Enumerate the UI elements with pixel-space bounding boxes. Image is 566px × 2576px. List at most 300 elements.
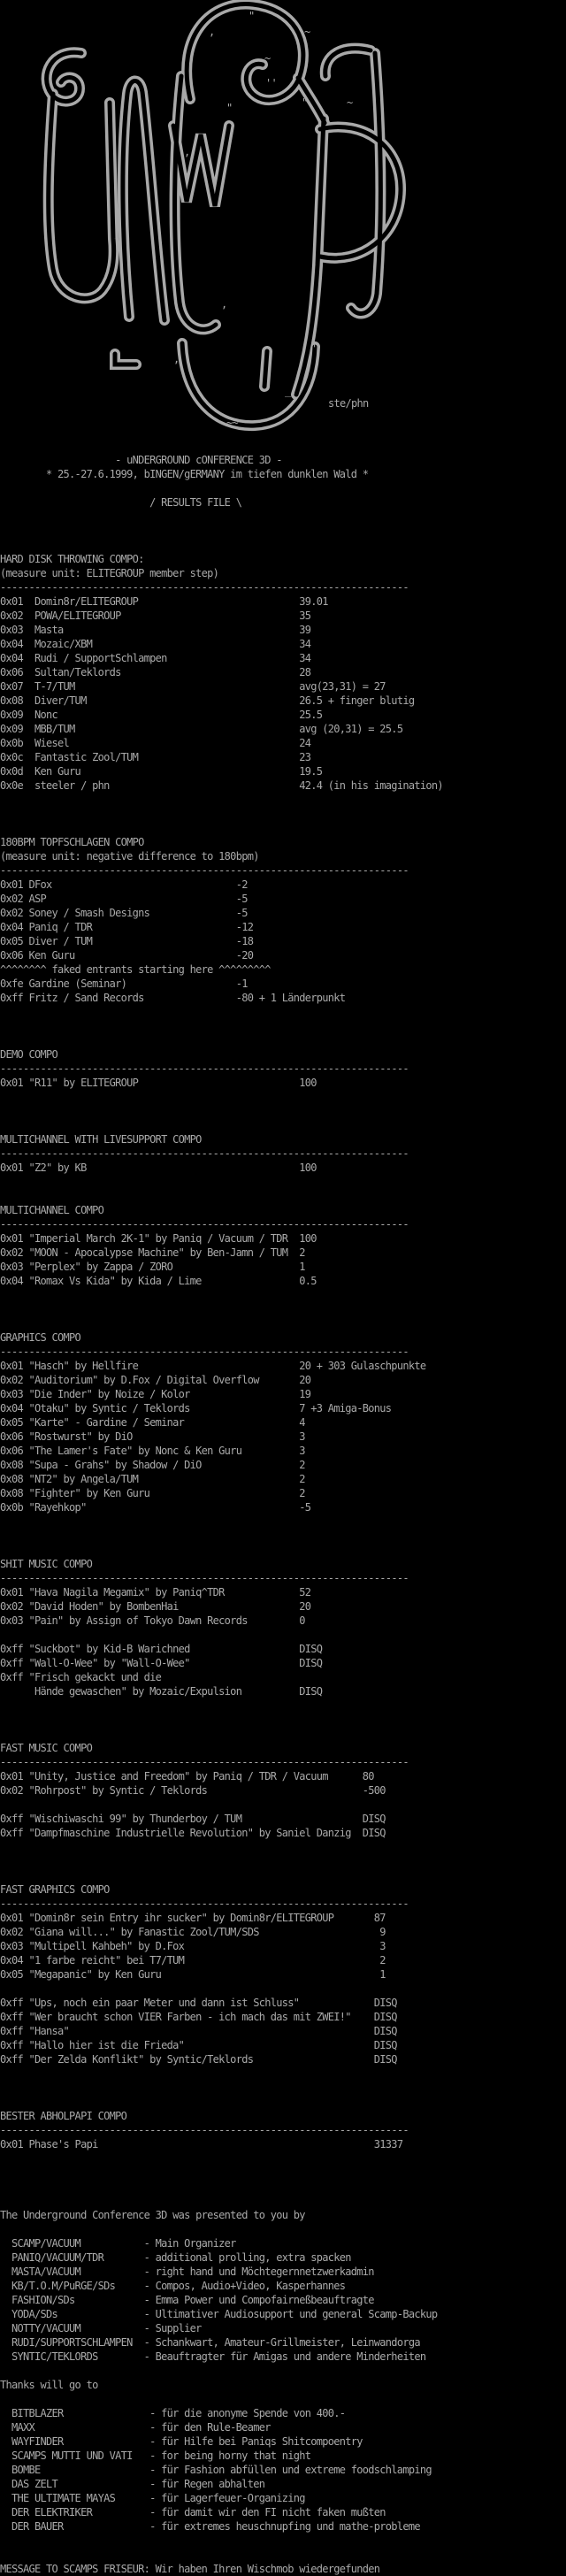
result-row [0, 1684, 566, 1698]
section-separator: ----------------------------------------------------------------------- [0, 1756, 409, 1768]
section-title: GRAPHICS COMPO [0, 1331, 81, 1344]
entry-score: 2 [299, 1459, 305, 1471]
entry-text: 0x05 Diver / TUM [0, 935, 93, 947]
section-separator: ----------------------------------------------------------------------- [0, 1572, 409, 1584]
entry-score: 20 + 303 Gulaschpunkte [299, 1360, 426, 1372]
entry-text: 0x03 "Pain" by Assign of Tokyo Dawn Records [0, 1614, 248, 1627]
entry-text: RUDI/SUPPORTSCHLAMPEN [0, 2336, 133, 2349]
entry-score: 100 [299, 1232, 317, 1245]
uc3d-logo-art [0, 0, 566, 453]
entry-text: 0x08 "NT2" by Angela/TUM [0, 1473, 139, 1485]
entry-text: 0x01 DFox [0, 878, 52, 891]
entry-text: MASTA/VACUUM [0, 2266, 81, 2278]
entry-text: MAXX [0, 2421, 35, 2434]
section-separator: ----------------------------------------------------------------------- [0, 1898, 409, 1910]
result-row [0, 623, 566, 637]
entry-score: - für die anonyme Spende von 400.- [149, 2407, 346, 2419]
blank-line [0, 793, 566, 807]
blank-line [0, 1543, 566, 1557]
blank-line [0, 1854, 566, 1868]
blank-line [0, 2180, 566, 2194]
result-row [0, 906, 566, 920]
results-body [0, 510, 566, 2576]
entry-score: DISQ [373, 2025, 397, 2037]
thanks-row [0, 2491, 566, 2505]
entry-score: -5 [299, 1501, 311, 1514]
section-title: HARD DISK THROWING COMPO: [0, 553, 144, 565]
logo-sparkle: ~ [264, 52, 271, 65]
entry-score: -80 + 1 Länderpunkt [235, 992, 346, 1004]
entry-text: 0x01 Domin8r/ELITEGROUP [0, 595, 139, 608]
section-title: FAST MUSIC COMPO [0, 1742, 93, 1754]
entry-text: 0x04 Rudi / SupportSchlampen [0, 652, 167, 664]
result-row [0, 1076, 566, 1090]
entry-text: 0x02 "Giana will..." by Fanastic Zool/TUM/SDS [0, 1926, 259, 1938]
section-separator: ----------------------------------------------------------------------- [0, 1346, 409, 1358]
entry-text: 0xfe Gardine (Seminar) [0, 978, 127, 990]
section-title: MULTICHANNEL WITH LIVESUPPORT COMPO [0, 1133, 202, 1146]
result-row [0, 1769, 566, 1783]
entry-text: 0x07 T-7/TUM [0, 680, 75, 693]
page-title: - uNDERGROUND cONFERENCE 3D - [0, 454, 282, 466]
page-subtitle: * 25.-27.6.1999, bINGEN/gERMANY im tiefen dunklen Wald * [0, 468, 369, 480]
entry-text: 0x02 ASP [0, 893, 47, 905]
entry-score: 7 +3 Amiga-Bonus [299, 1402, 392, 1414]
entry-score: -20 [235, 949, 254, 962]
result-row [0, 948, 566, 962]
result-row [0, 2137, 566, 2151]
result-row [0, 1599, 566, 1614]
entry-text: 0x06 "Rostwurst" by DiO [0, 1430, 133, 1443]
entry-text: 0x0b Wiesel [0, 737, 70, 749]
entry-score: 80 [362, 1770, 374, 1782]
entry-score: 2 [299, 1473, 305, 1485]
results-file-label: / RESULTS FILE \ [0, 496, 242, 509]
entry-score: - Emma Power und Compofairneßbeauftragte [143, 2294, 374, 2306]
result-row [0, 679, 566, 694]
entry-score: 3 [299, 1445, 305, 1457]
blank-line [0, 821, 566, 835]
entry-score: 4 [299, 1416, 305, 1429]
entry-score: - für damit wir den FI nicht faken mußten [149, 2506, 386, 2518]
entry-score: 0.5 [299, 1275, 317, 1287]
entry-score: 2 [299, 1487, 305, 1499]
result-row [0, 962, 566, 977]
logo-sparkle: , [184, 146, 190, 158]
entry-score: 24 [299, 737, 311, 749]
blank-line [0, 807, 566, 821]
blank-line [0, 524, 566, 538]
entry-text: PANIQ/VACUUM/TDR [0, 2251, 104, 2264]
entry-text: 0xff "Der Zelda Konflikt" by Syntic/Teklords [0, 2053, 254, 2066]
entry-text: 0x06 "The Lamer's Fate" by Nonc & Ken Guru [0, 1445, 242, 1457]
result-row [0, 1444, 566, 1458]
entry-score: 26.5 + finger blutig [299, 694, 415, 707]
entry-text: 0x0e steeler / phn [0, 779, 110, 792]
result-row [0, 1161, 566, 1175]
result-row [0, 878, 566, 892]
entry-text: DAS ZELT [0, 2478, 58, 2490]
result-row [0, 1274, 566, 1288]
section-subtitle: (measure unit: negative difference to 180bpm) [0, 850, 259, 862]
result-row [0, 1415, 566, 1430]
entry-text: 0x05 "Karte" - Gardine / Seminar [0, 1416, 185, 1429]
entry-text: 0x01 "Unity, Justice and Freedom" by Paniq / TDR / Vacuum [0, 1770, 328, 1782]
blank-line [0, 1118, 566, 1132]
entry-score: - für Lagerfeuer-Organizing [149, 2492, 305, 2504]
result-row [0, 920, 566, 934]
entry-text: FASHION/SDs [0, 2294, 75, 2306]
presented-intro: The Underground Conference 3D was presented to you by [0, 2209, 305, 2221]
entry-text: 0x06 Sultan/Teklords [0, 666, 121, 678]
logo-sparkle: , [173, 353, 180, 365]
blank-line [0, 2392, 566, 2406]
entry-score: DISQ [373, 2039, 397, 2051]
blank-line [0, 1628, 566, 1642]
result-row [0, 1585, 566, 1599]
result-row [0, 609, 566, 623]
entry-score: 3 [299, 1430, 305, 1443]
blank-line [0, 1798, 566, 1812]
entry-score: 25.5 [299, 709, 323, 721]
entry-score: - für extremes heuschnupfing und mathe-probleme [149, 2520, 420, 2533]
entry-score: -2 [235, 878, 248, 891]
result-row [0, 934, 566, 948]
entry-score: 2 [373, 1954, 386, 1966]
entry-score: - Schankwart, Amateur-Grillmeister, Leinwandorga [143, 2336, 420, 2349]
logo-sparkle: , [221, 298, 227, 310]
entry-score: - Compos, Audio+Video, Kasperhannes [143, 2280, 346, 2292]
section-separator: ----------------------------------------------------------------------- [0, 1147, 409, 1160]
section-title: FAST GRAPHICS COMPO [0, 1883, 110, 1896]
entry-score: 34 [299, 652, 311, 664]
result-row [0, 1387, 566, 1401]
entry-text: Hände gewaschen" by Mozaic/Expulsion [0, 1685, 242, 1698]
blank-line [0, 1189, 566, 1203]
thanks-row [0, 2519, 566, 2534]
entry-text: ^^^^^^^^ faked entrants starting here ^^^^^^^^^ [0, 963, 271, 976]
result-row [0, 1996, 566, 2010]
entry-text: BOMBE [0, 2464, 41, 2476]
blank-line [0, 2548, 566, 2562]
entry-text: 0x02 "MOON - Apocalypse Machine" by Ben-Jamn / TUM [0, 1246, 288, 1259]
entry-text: 0xff "Wer braucht schon VIER Farben - ich mach das mit ZWEI!" [0, 2011, 351, 2023]
entry-text: 0xff "Dampfmaschine Industrielle Revolution" by Saniel Danzig [0, 1827, 351, 1839]
blank-line [0, 1175, 566, 1189]
entry-score: -5 [235, 893, 248, 905]
entry-score: 20 [299, 1374, 311, 1386]
entry-score: -500 [362, 1784, 386, 1797]
entry-text: 0x02 POWA/ELITEGROUP [0, 610, 121, 622]
result-row [0, 991, 566, 1005]
entry-text: 0x01 "Imperial March 2K-1" by Paniq / Vacuum / TDR [0, 1232, 288, 1245]
logo-sparkle: ~ [304, 26, 310, 38]
blank-line [0, 1529, 566, 1543]
result-row [0, 1359, 566, 1373]
entry-text: 0xff "Hansa" [0, 2025, 70, 2037]
entry-text: 0x02 "Rohrpost" by Syntic / Teklords [0, 1784, 208, 1797]
blank-line [0, 1090, 566, 1104]
entry-text: 0x03 "Multipell Kahbeh" by D.Fox [0, 1940, 185, 1952]
entry-score: DISQ [362, 1827, 386, 1839]
result-row [0, 637, 566, 651]
entry-score: DISQ [362, 1813, 386, 1825]
entry-score: avg(23,31) = 27 [299, 680, 386, 693]
entry-score: 3 [373, 1940, 386, 1952]
entry-text: DER BAUER [0, 2520, 64, 2533]
entry-score: DISQ [373, 1997, 397, 2009]
credit-row [0, 2265, 566, 2279]
entry-score: - Beauftragter für Amigas und andere Minderheiten [143, 2350, 426, 2363]
result-row [0, 694, 566, 708]
result-row [0, 665, 566, 679]
entry-text: 0x02 "Auditorium" by D.Fox / Digital Overflow [0, 1374, 259, 1386]
result-row [0, 1260, 566, 1274]
entry-score: -18 [235, 935, 254, 947]
entry-score: 42.4 (in his imagination) [299, 779, 443, 792]
entry-score: DISQ [373, 2011, 397, 2023]
result-row [0, 977, 566, 991]
blank-line [0, 1868, 566, 1882]
logo-signature: ste/phn [328, 397, 369, 410]
result-row [0, 892, 566, 906]
result-row [0, 594, 566, 609]
entry-text: 0x04 "Otaku" by Syntic / Teklords [0, 1402, 190, 1414]
entry-text: 0x0d Ken Guru [0, 765, 81, 778]
section-title: SHIT MUSIC COMPO [0, 1558, 93, 1570]
entry-text: 0xff "Hallo hier ist die Frieda" [0, 2039, 185, 2051]
blank-line [0, 1302, 566, 1316]
blank-line [0, 1840, 566, 1854]
entry-score: 1 [373, 1968, 386, 1981]
entry-text: 0xff "Wall-O-Wee" by "Wall-O-Wee" [0, 1657, 190, 1669]
blank-line [0, 1033, 566, 1047]
result-row [0, 708, 566, 722]
credit-row [0, 2335, 566, 2350]
result-row [0, 1939, 566, 1953]
entry-text: 0x01 "Domin8r sein Entry ihr sucker" by Domin8r/ELITEGROUP [0, 1912, 334, 1924]
entry-score: 31337 [373, 2138, 403, 2150]
logo-sparkle: " [226, 102, 233, 114]
result-row [0, 1430, 566, 1444]
entry-text: 0x08 Diver/TUM [0, 694, 87, 707]
result-row [0, 1401, 566, 1415]
logo-sparkle: ' [311, 342, 317, 355]
entry-text: 0xff "Frisch gekackt und die [0, 1671, 162, 1683]
entry-text: 0x01 "Hasch" by Hellfire [0, 1360, 139, 1372]
logo-sparkle: " [302, 96, 308, 109]
entry-text: 0xff "Suckbot" by Kid-B Warichned [0, 1643, 190, 1655]
thanks-row [0, 2505, 566, 2519]
entry-score: 34 [299, 638, 311, 650]
entry-text: 0xff Fritz / Sand Records [0, 992, 144, 1004]
entry-score: 20 [299, 1600, 311, 1613]
entry-text: KB/T.O.M/PuRGE/SDs [0, 2280, 116, 2292]
credit-row [0, 2279, 566, 2293]
result-row [0, 750, 566, 764]
blank-line [0, 2151, 566, 2166]
result-row [0, 778, 566, 793]
result-row [0, 1373, 566, 1387]
blank-line [0, 481, 566, 495]
entry-score: - right hand und Möchtegernnetzwerkadmin [143, 2266, 374, 2278]
thanks-row [0, 2477, 566, 2491]
logo-sparkle: _, [285, 385, 297, 397]
result-row [0, 1486, 566, 1500]
entry-text: 0x01 Phase's Papi [0, 2138, 98, 2150]
credit-row [0, 2307, 566, 2321]
logo-sparkle: ~~ [226, 417, 239, 429]
result-row [0, 1500, 566, 1514]
blank-line [0, 2222, 566, 2236]
blank-line [0, 510, 566, 524]
logo-sparkle: , [209, 26, 215, 38]
entry-text: 0x09 MBB/TUM [0, 723, 75, 735]
result-row [0, 764, 566, 778]
section-separator: ----------------------------------------------------------------------- [0, 1062, 409, 1075]
entry-text: SCAMP/VACUUM [0, 2237, 81, 2250]
entry-score: 19 [299, 1388, 311, 1400]
blank-line [0, 2194, 566, 2208]
entry-score: -1 [235, 978, 248, 990]
credit-row [0, 2293, 566, 2307]
entry-score: 39 [299, 624, 311, 636]
entry-text: 0x03 Masta [0, 624, 64, 636]
entry-text: NOTTY/VACUUM [0, 2322, 81, 2334]
entry-text: 0x04 Mozaic/XBM [0, 638, 93, 650]
entry-score: 28 [299, 666, 311, 678]
blank-line [0, 538, 566, 552]
entry-text: 0x08 "Supa - Grahs" by Shadow / DiO [0, 1459, 202, 1471]
blank-line [0, 2364, 566, 2378]
blank-line [0, 1727, 566, 1741]
logo-sparkle: ' [106, 222, 112, 234]
entry-text: 0x04 "1 farbe reicht" bei T7/TUM [0, 1954, 185, 1966]
entry-score: 100 [299, 1077, 317, 1089]
section-separator: ----------------------------------------------------------------------- [0, 1218, 409, 1230]
entry-text: 0x01 "Z2" by KB [0, 1162, 87, 1174]
entry-text: SYNTIC/TEKLORDS [0, 2350, 98, 2363]
result-row [0, 1246, 566, 1260]
blank-line [0, 2066, 566, 2081]
entry-text: 0x03 "Perplex" by Zappa / ZORO [0, 1261, 173, 1273]
blank-line [0, 2095, 566, 2109]
entry-score: - für den Rule-Beamer [149, 2421, 271, 2434]
entry-text: YODA/SDs [0, 2308, 58, 2320]
section-title: 180BPM TOPFSCHLAGEN COMPO [0, 836, 144, 848]
entry-score: 100 [299, 1162, 317, 1174]
result-row [0, 1231, 566, 1246]
credit-row [0, 2250, 566, 2265]
blank-line [0, 1713, 566, 1727]
entry-score: 1 [299, 1261, 305, 1273]
entry-text: 0x01 "R11" by ELITEGROUP [0, 1077, 139, 1089]
blank-line [0, 1104, 566, 1118]
entry-score: - für Regen abhalten [149, 2478, 265, 2490]
section-title: DEMO COMPO [0, 1048, 58, 1061]
thanks-row [0, 2463, 566, 2477]
section-separator: ----------------------------------------------------------------------- [0, 864, 409, 877]
result-row [0, 1925, 566, 1939]
logo-sparkle: ~ [347, 96, 353, 109]
credit-row [0, 2321, 566, 2335]
result-row [0, 2038, 566, 2052]
entry-text: 0x04 Paniq / TDR [0, 921, 93, 933]
blank-line [0, 1019, 566, 1033]
entry-score: 52 [299, 1586, 311, 1598]
section-separator: ----------------------------------------------------------------------- [0, 581, 409, 594]
entry-score: 87 [373, 1912, 386, 1924]
entry-score: 2 [299, 1246, 305, 1259]
footer-message: MESSAGE TO SCAMPS FRISEUR: Wir haben Ihren Wischmob wiedergefunden [0, 2563, 380, 2575]
entry-text: 0x05 "Megapanic" by Ken Guru [0, 1968, 162, 1981]
entry-score: - additional prolling, extra spacken [143, 2251, 351, 2264]
entry-text: 0x02 "David Hoden" by BombenHai [0, 1600, 179, 1613]
entry-score: - Main Organizer [143, 2237, 236, 2250]
result-row [0, 2010, 566, 2024]
result-row [0, 1614, 566, 1628]
result-row [0, 1656, 566, 1670]
result-row [0, 2052, 566, 2066]
section-subtitle: (measure unit: ELITEGROUP member step) [0, 567, 219, 579]
entry-score: - für Hilfe bei Paniqs Shitcompoentry [149, 2435, 363, 2448]
result-row [0, 1458, 566, 1472]
credit-row [0, 2236, 566, 2250]
entry-score: - Ultimativer Audiosupport und general Scamp-Backup [143, 2308, 438, 2320]
thanks-label: Thanks will go to [0, 2379, 98, 2391]
result-row [0, 1953, 566, 1967]
thanks-row [0, 2420, 566, 2434]
entry-text: WAYFINDER [0, 2435, 64, 2448]
entry-text: 0x06 Ken Guru [0, 949, 75, 962]
result-row [0, 1670, 566, 1684]
entry-score: DISQ [299, 1643, 323, 1655]
entry-text: THE ULTIMATE MAYAS [0, 2492, 116, 2504]
result-row [0, 1783, 566, 1798]
entry-text: 0xff "Wischiwaschi 99" by Thunderboy / TUM [0, 1813, 242, 1825]
entry-score: - für Fashion abfüllen und extreme foodschlamping [149, 2464, 432, 2476]
entry-text: 0x04 "Romax Vs Kida" by Kida / Lime [0, 1275, 202, 1287]
uc3d-logo [0, 0, 566, 453]
credit-row [0, 2350, 566, 2364]
entry-text: 0x09 Nonc [0, 709, 58, 721]
entry-text: 0x0b "Rayehkop" [0, 1501, 87, 1514]
entry-text: SCAMPS MUTTI UND VATI [0, 2450, 133, 2462]
entry-score: avg (20,31) = 25.5 [299, 723, 403, 735]
entry-score: 9 [373, 1926, 386, 1938]
entry-score: DISQ [373, 2053, 397, 2066]
result-row [0, 736, 566, 750]
entry-text: 0x08 "Fighter" by Ken Guru [0, 1487, 150, 1499]
blank-line [0, 1514, 566, 1529]
logo-sparkle: '' [265, 77, 278, 89]
result-row [0, 1911, 566, 1925]
thanks-row [0, 2434, 566, 2449]
blank-line [0, 2081, 566, 2095]
entry-text: BITBLAZER [0, 2407, 64, 2419]
entry-text: 0x01 "Hava Nagila Megamix" by Paniq^TDR [0, 1586, 225, 1598]
blank-line [0, 1982, 566, 1996]
entry-score: -5 [235, 907, 248, 919]
result-row [0, 2024, 566, 2038]
blank-line [0, 1005, 566, 1019]
section-separator: ----------------------------------------------------------------------- [0, 2124, 409, 2136]
blank-line [0, 2534, 566, 2548]
result-row [0, 1826, 566, 1840]
entry-score: DISQ [299, 1657, 323, 1669]
thanks-row [0, 2406, 566, 2420]
result-row [0, 1472, 566, 1486]
